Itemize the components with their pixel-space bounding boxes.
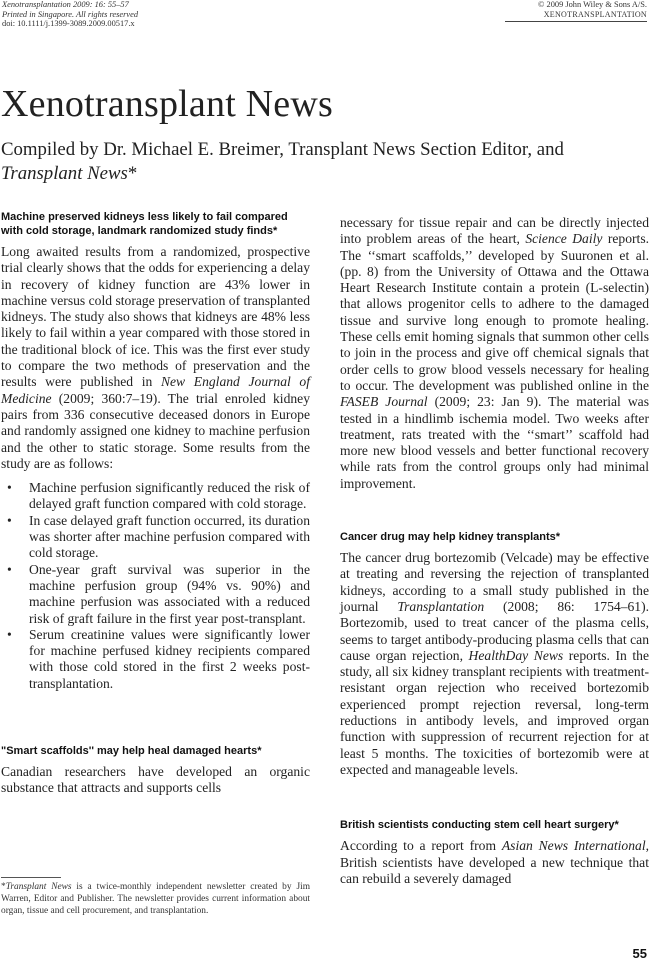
footnote-star: *	[1, 882, 6, 892]
article3-journal: Transplantation	[397, 598, 485, 614]
byline-star: *	[127, 163, 138, 184]
bullet-text: In case delayed graft function occurred, its duration was shorter after machine perfusion compared with cold storage.	[29, 512, 310, 561]
right-column	[340, 215, 649, 887]
byline	[1, 138, 641, 186]
list-item	[1, 562, 310, 627]
list-item	[1, 480, 310, 513]
page-number: 55	[632, 946, 647, 961]
list-item	[1, 513, 310, 562]
bullet-text: One-year graft survival was superior in the machine perfusion group (94% vs. 90%) and machine perfusion was associated with a reduced risk of graft failure in the first year post-transplant.	[29, 561, 310, 626]
article1-bullet-list	[1, 480, 310, 692]
journal-header-right	[538, 0, 647, 19]
article2-text-b: reports. The ‘‘smart scaffolds,’’ developed by Suuronen et al. (pp. 8) from the University of Ottawa and the Ottawa Heart Research Institute contain a protein (L-selectin) that allows progenitor cells to adhere to the damaged tissue and survive long enough to promote healing. These cells emit homing signals that summon other cells to join in the process and give off chemical signals that order cells to grow blood vessels necessary for healing to occur. The development was published online in the	[340, 231, 650, 393]
bullet-icon: •	[7, 626, 12, 642]
doi-link[interactable]: doi: 10.1111/j.1399-3089.2009.00517.x	[2, 19, 135, 29]
article3-paragraph	[340, 550, 649, 778]
article2-source: Science Daily	[525, 231, 603, 247]
article3-text-b: (2008; 86: 1754–61). Bortezomib, used to treat cancer of the plasma cells, seems to target antibody-producing plasma cells that can cause organ rejection,	[340, 598, 650, 663]
printed-notice: Printed in Singapore. All rights reserved	[2, 9, 139, 19]
article2-journal: FASEB Journal	[340, 394, 428, 410]
journal-citation: Xenotransplantation 2009: 16: 55–57	[2, 0, 129, 9]
article2-text-c: (2009; 23: Jan 9). The material was tested in a hindlimb ischemia model. Two weeks after treatment, rats treated with the ‘‘smart’’ scaffold had more new blood vessels and better functional recovery while rats from the control groups only had minimal improvement.	[340, 394, 649, 491]
bullet-icon: •	[7, 480, 12, 496]
article1-paragraph	[1, 244, 310, 472]
article1-journal: New England Journal of Medicine	[1, 374, 310, 406]
journal-header-left	[2, 0, 138, 29]
article4-heading: British scientists conducting stem cell heart surgery*	[340, 819, 619, 832]
article4-text-a: According to a report from	[340, 838, 502, 854]
article4-paragraph	[340, 838, 649, 887]
article1-heading: Machine preserved kidneys less likely to fail compared with cold storage, landmark randomized study finds*	[1, 211, 288, 237]
footnote-text: is a twice-monthly independent newsletter created by Jim Warren, Editor and Publisher. The newsletter provides current information about organ, tissue and cell procurement, and transplantation.	[1, 882, 310, 917]
article2-heading: "Smart scaffolds'' may help heal damaged hearts*	[1, 745, 262, 758]
copyright-notice: © 2009 John Wiley & Sons A/S.	[538, 0, 647, 9]
article1-text-a: Long awaited results from a randomized, prospective trial clearly shows that the odds for experiencing a delay in recovery of kidney function are 43% lower in machine versus cold storage preservation of transplanted kidneys. The study also shows that kidneys are 48% less likely to fail within a year compared with those stored in the traditional block of ice. This was the first ever study to compare the two methods of preservation and the results were published in	[1, 244, 310, 390]
article2-paragraph-start: Canadian researchers have developed an organic substance that attracts and supports cells	[1, 764, 310, 796]
byline-italic: Transplant News	[1, 163, 128, 184]
list-item	[1, 627, 310, 692]
bullet-text: Serum creatinine values were significantly lower for machine perfused kidney recipients compared with those cold stored in the first 2 weeks post-transplantation.	[29, 626, 310, 691]
bullet-icon: •	[7, 561, 12, 577]
article2-paragraph-continued	[340, 215, 649, 492]
header-divider	[505, 21, 647, 22]
article3-source: HealthDay News	[468, 647, 564, 663]
article1-text-b: (2009; 360:7–19). The trial enroled kidney pairs from 336 consecutive deceased donors in Europe and randomly assigned one kidney to machine perfusion and the other to static storage. Some results from the study are as follows:	[1, 390, 310, 471]
section-label: XENOTRANSPLANTATION	[543, 9, 647, 19]
article3-text-a: The cancer drug bortezomib (Velcade) may be effective at treating and reversing the rejection of transplanted kidneys, according to a small study published in the journal	[340, 550, 649, 614]
bullet-text: Machine perfusion significantly reduced the risk of delayed graft function compared with cold storage.	[29, 480, 310, 512]
footnote	[1, 881, 310, 918]
footnote-italic: Transplant News	[5, 882, 72, 892]
footnote-divider	[1, 877, 61, 878]
bullet-icon: •	[7, 512, 12, 528]
article4-text-b: , British scientists have developed a new technique that can rebuild a severely damaged	[340, 838, 649, 886]
page-title: Xenotransplant News	[1, 83, 333, 125]
article3-heading: Cancer drug may help kidney transplants*	[340, 531, 561, 544]
left-column	[1, 210, 310, 797]
article3-text-c: reports. In the study, all six kidney transplant recipients with treatment-resistant organ rejection who received bortezomib experienced prompt rejection reversal, long-term reductions in antibody levels, and improved organ function with suppression of recurrent rejection for at least 5 months. The toxicities of bortezomib were at expected and manageable levels.	[340, 647, 649, 777]
article2-text-a: necessary for tissue repair and can be directly injected into problem areas of the heart,	[340, 215, 649, 247]
article4-source: Asian News International	[501, 838, 646, 854]
byline-prefix: Compiled by Dr. Michael E. Breimer, Transplant News Section Editor, and	[1, 139, 564, 160]
